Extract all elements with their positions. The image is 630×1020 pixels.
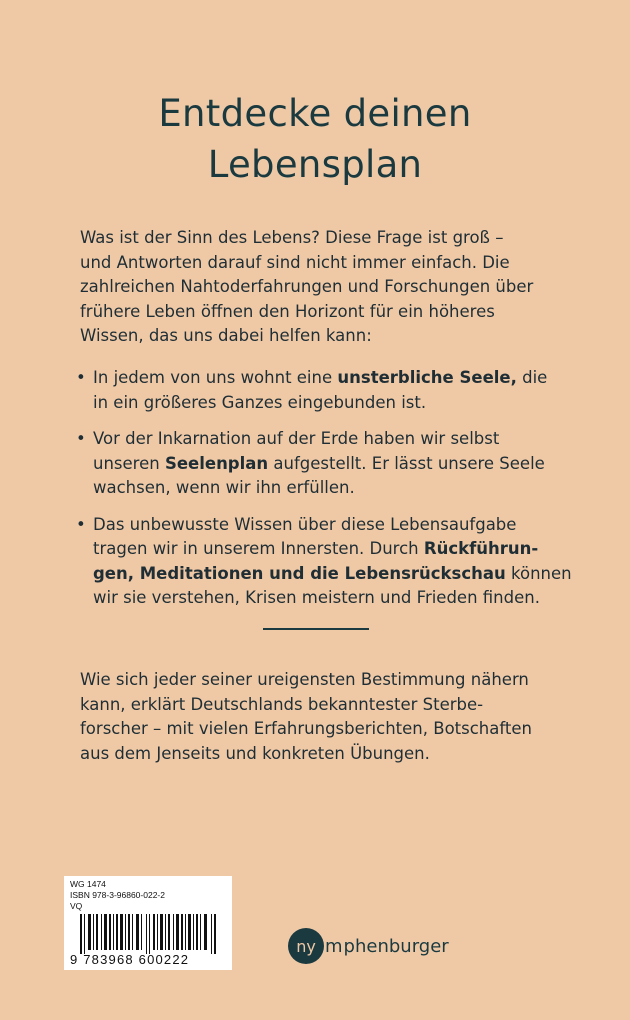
bullet-marker: • xyxy=(76,429,86,448)
bullet-marker: • xyxy=(76,368,86,387)
section-divider xyxy=(263,628,369,630)
intro-line: und Antworten darauf sind nicht immer einfach. Die xyxy=(80,252,510,272)
emphasis: unsterbliche Seele, xyxy=(337,368,517,387)
wg-code: WG 1474 xyxy=(70,879,106,889)
emphasis: Rückführun- xyxy=(423,539,539,558)
intro-paragraph xyxy=(80,226,550,349)
outro-line: aus dem Jenseits und konkreten Übungen. xyxy=(80,743,430,763)
book-title xyxy=(0,88,630,190)
publisher-logo xyxy=(288,926,449,966)
bullet-list xyxy=(76,366,572,623)
bullet-item: • Das unbewusste Wissen über diese Lebensaufgabe tragen wir in unserem Innersten. Durch Rückführun- gen, Meditationen und die Lebensrückschau können wir sie verstehen, Krisen meistern und Frieden finden. xyxy=(76,514,572,607)
bullet-marker: • xyxy=(76,514,86,534)
barcode-digits: 9 783968 600222 xyxy=(70,952,190,967)
barcode-meta xyxy=(70,879,165,912)
logo-circle: ny xyxy=(288,928,324,964)
intro-line: frühere Leben öffnen den Horizont für ein höheres xyxy=(80,301,495,321)
logo-m: m xyxy=(325,935,343,957)
intro-line: Was ist der Sinn des Lebens? Diese Frage ist groß – xyxy=(80,228,504,247)
outro-line: forscher – mit vielen Erfahrungsberichten, Botschaften xyxy=(80,719,532,738)
isbn: ISBN 978-3-96860-022-2 xyxy=(70,890,165,900)
bullet-item: • In jedem von uns wohnt eine unsterbliche Seele, die in ein größeres Ganzes eingebunden ist. xyxy=(76,368,548,412)
barcode-label xyxy=(64,876,232,970)
outro-paragraph xyxy=(80,668,560,766)
bullet-item: • Vor der Inkarnation auf der Erde haben wir selbst unseren Seelenplan aufgestellt. Er lässt unsere Seele wachsen, wenn wir ihn erfüllen. xyxy=(76,429,545,497)
emphasis: Seelenplan xyxy=(164,453,269,473)
barcode-bars xyxy=(80,914,220,954)
emphasis: gen, Meditationen und die Lebensrückschau xyxy=(93,563,506,583)
title-line-2: Lebensplan xyxy=(207,143,423,186)
title-line-1: Entdecke deinen xyxy=(158,92,472,135)
outro-line: Wie sich jeder seiner ureigensten Bestimmung nähern xyxy=(80,670,529,689)
intro-line: Wissen, das uns dabei helfen kann: xyxy=(80,326,372,345)
vq-code: VQ xyxy=(70,901,83,911)
logo-text: phenburger xyxy=(343,935,449,957)
outro-line: kann, erklärt Deutschlands bekanntester Sterbe- xyxy=(80,694,484,714)
intro-line: zahlreichen Nahtoderfahrungen und Forschungen über xyxy=(80,277,534,296)
